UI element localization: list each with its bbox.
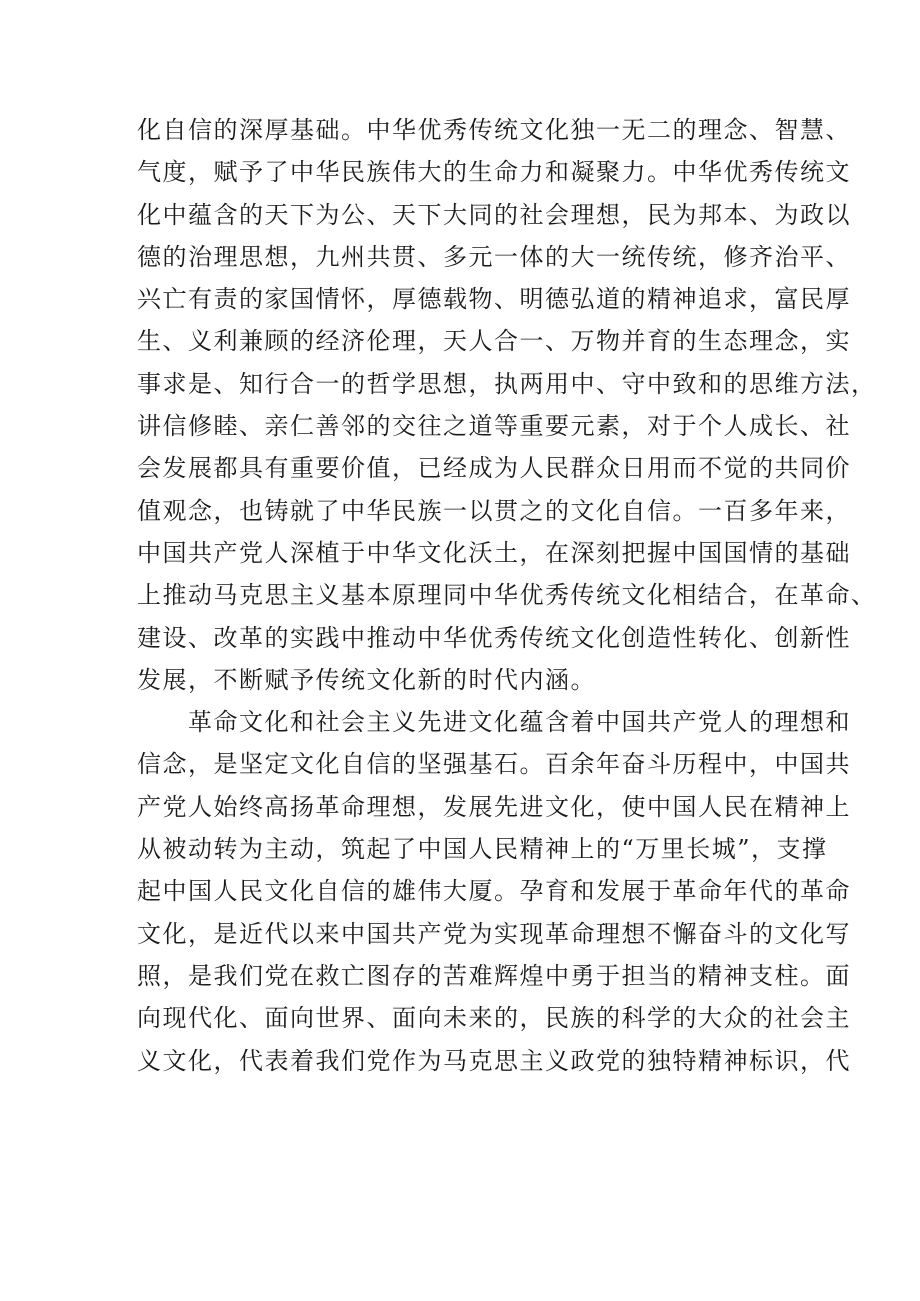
- text-line: 化中蕴含的天下为公、天下大同的社会理想，民为邦本、为政以: [137, 200, 851, 229]
- paragraph-1: [137, 109, 877, 701]
- text-line: 义文化，代表着我们党作为马克思主义政党的独特精神标识，代: [137, 1046, 851, 1075]
- text-line: 产党人始终高扬革命理想，发展先进文化，使中国人民在精神上: [137, 792, 851, 821]
- text-line: 从被动转为主动，筑起了中国人民精神上的“万里长城”，支撑: [137, 835, 828, 864]
- text-line: 讲信修睦、亲仁善邻的交往之道等重要元素，对于个人成长、社: [137, 412, 851, 441]
- text-line: 生、义利兼顾的经济伦理，天人合一、万物并育的生态理念，实: [137, 327, 851, 356]
- text-line: 照，是我们党在救亡图存的苦难辉煌中勇于担当的精神支柱。面: [137, 961, 851, 990]
- text-line: 化自信的深厚基础。中华优秀传统文化独一无二的理念、智慧、: [137, 116, 851, 144]
- text-line: 值观念，也铸就了中华民族一以贯之的文化自信。一百多年来，: [137, 496, 851, 525]
- text-line: 信念，是坚定文化自信的坚强基石。百余年奋斗历程中，中国共: [137, 750, 851, 779]
- text-line: 德的治理思想，九州共贯、多元一体的大一统传统，修齐治平、: [137, 242, 851, 271]
- text-line: 中国共产党人深植于中华文化沃土，在深刻把握中国国情的基础: [137, 538, 851, 567]
- text-line: 事求是、知行合一的哲学思想，执两用中、守中致和的思维方法，: [137, 369, 877, 398]
- document-body: [137, 109, 877, 1082]
- text-line: 建设、改革的实践中推动中华优秀传统文化创造性转化、创新性: [137, 623, 851, 652]
- paragraph-2: [137, 701, 851, 1082]
- text-line: 兴亡有责的家国情怀，厚德载物、明德弘道的精神追求，富民厚: [137, 285, 851, 314]
- text-line: 革命文化和社会主义先进文化蕴含着中国共产党人的理想和: [188, 708, 851, 737]
- text-line: 上推动马克思主义基本原理同中华优秀传统文化相结合，在革命、: [137, 581, 877, 610]
- text-line: 气度，赋予了中华民族伟大的生命力和凝聚力。中华优秀传统文: [137, 158, 851, 187]
- text-line: 发展，不断赋予传统文化新的时代内涵。: [137, 665, 596, 694]
- text-line: 会发展都具有重要价值，已经成为人民群众日用而不觉的共同价: [137, 454, 851, 483]
- text-line: 向现代化、面向世界、面向未来的，民族的科学的大众的社会主: [137, 1004, 851, 1033]
- text-line: 文化，是近代以来中国共产党为实现革命理想不懈奋斗的文化写: [137, 919, 851, 948]
- text-line: 起中国人民文化自信的雄伟大厦。孕育和发展于革命年代的革命: [137, 877, 851, 906]
